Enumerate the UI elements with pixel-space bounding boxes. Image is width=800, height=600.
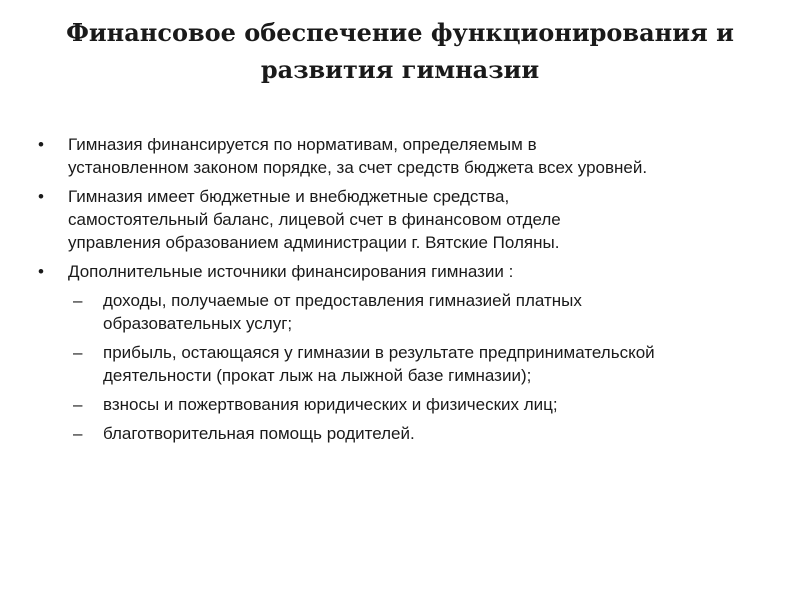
bullet-list — [38, 133, 773, 451]
bullet-text — [68, 260, 773, 283]
sub-text — [103, 341, 773, 387]
bullet-text — [68, 133, 773, 179]
bullet-line: Гимназия имеет бюджетные и внебюджетные средства, — [68, 187, 510, 206]
sub-line: деятельности (прокат лыж на лыжной базе гимназии); — [103, 366, 532, 385]
bullet-line: самостоятельный баланс, лицевой счет в финансовом отделе — [68, 210, 561, 229]
sub-text — [103, 422, 773, 445]
bullet-text — [68, 185, 773, 254]
sub-line: благотворительная помощь родителей. — [103, 424, 415, 443]
sub-item — [38, 393, 773, 416]
dash-icon: – — [73, 291, 83, 310]
bullet-icon: • — [38, 262, 44, 281]
bullet-line: Дополнительные источники финансирования гимназии : — [68, 262, 514, 281]
sub-list — [38, 289, 773, 445]
dash-icon: – — [73, 424, 83, 443]
title-line-1: Финансовое обеспечение функционирования и — [66, 18, 734, 47]
bullet-line: управления образованием администрации г. Вятские Поляны. — [68, 233, 560, 252]
sub-line: взносы и пожертвования юридических и физических лиц; — [103, 395, 558, 414]
sub-text — [103, 393, 773, 416]
sub-item — [38, 289, 773, 335]
sub-item — [38, 422, 773, 445]
dash-icon: – — [73, 343, 83, 362]
bullet-line: установленном законом порядке, за счет средств бюджета всех уровней. — [68, 158, 648, 177]
sub-item — [38, 341, 773, 387]
sub-line: прибыль, остающаяся у гимназии в результате предпринимательской — [103, 343, 655, 362]
bullet-icon: • — [38, 187, 44, 206]
bullet-item — [38, 185, 773, 254]
bullet-line: Гимназия финансируется по нормативам, определяемым в — [68, 135, 537, 154]
bullet-icon: • — [38, 135, 44, 154]
slide-title — [40, 14, 760, 88]
bullet-item — [38, 133, 773, 179]
bullet-item — [38, 260, 773, 283]
dash-icon: – — [73, 395, 83, 414]
title-line-2: развития гимназии — [260, 55, 540, 84]
sub-line: образовательных услуг; — [103, 314, 293, 333]
sub-text — [103, 289, 773, 335]
sub-line: доходы, получаемые от предоставления гимназией платных — [103, 291, 582, 310]
